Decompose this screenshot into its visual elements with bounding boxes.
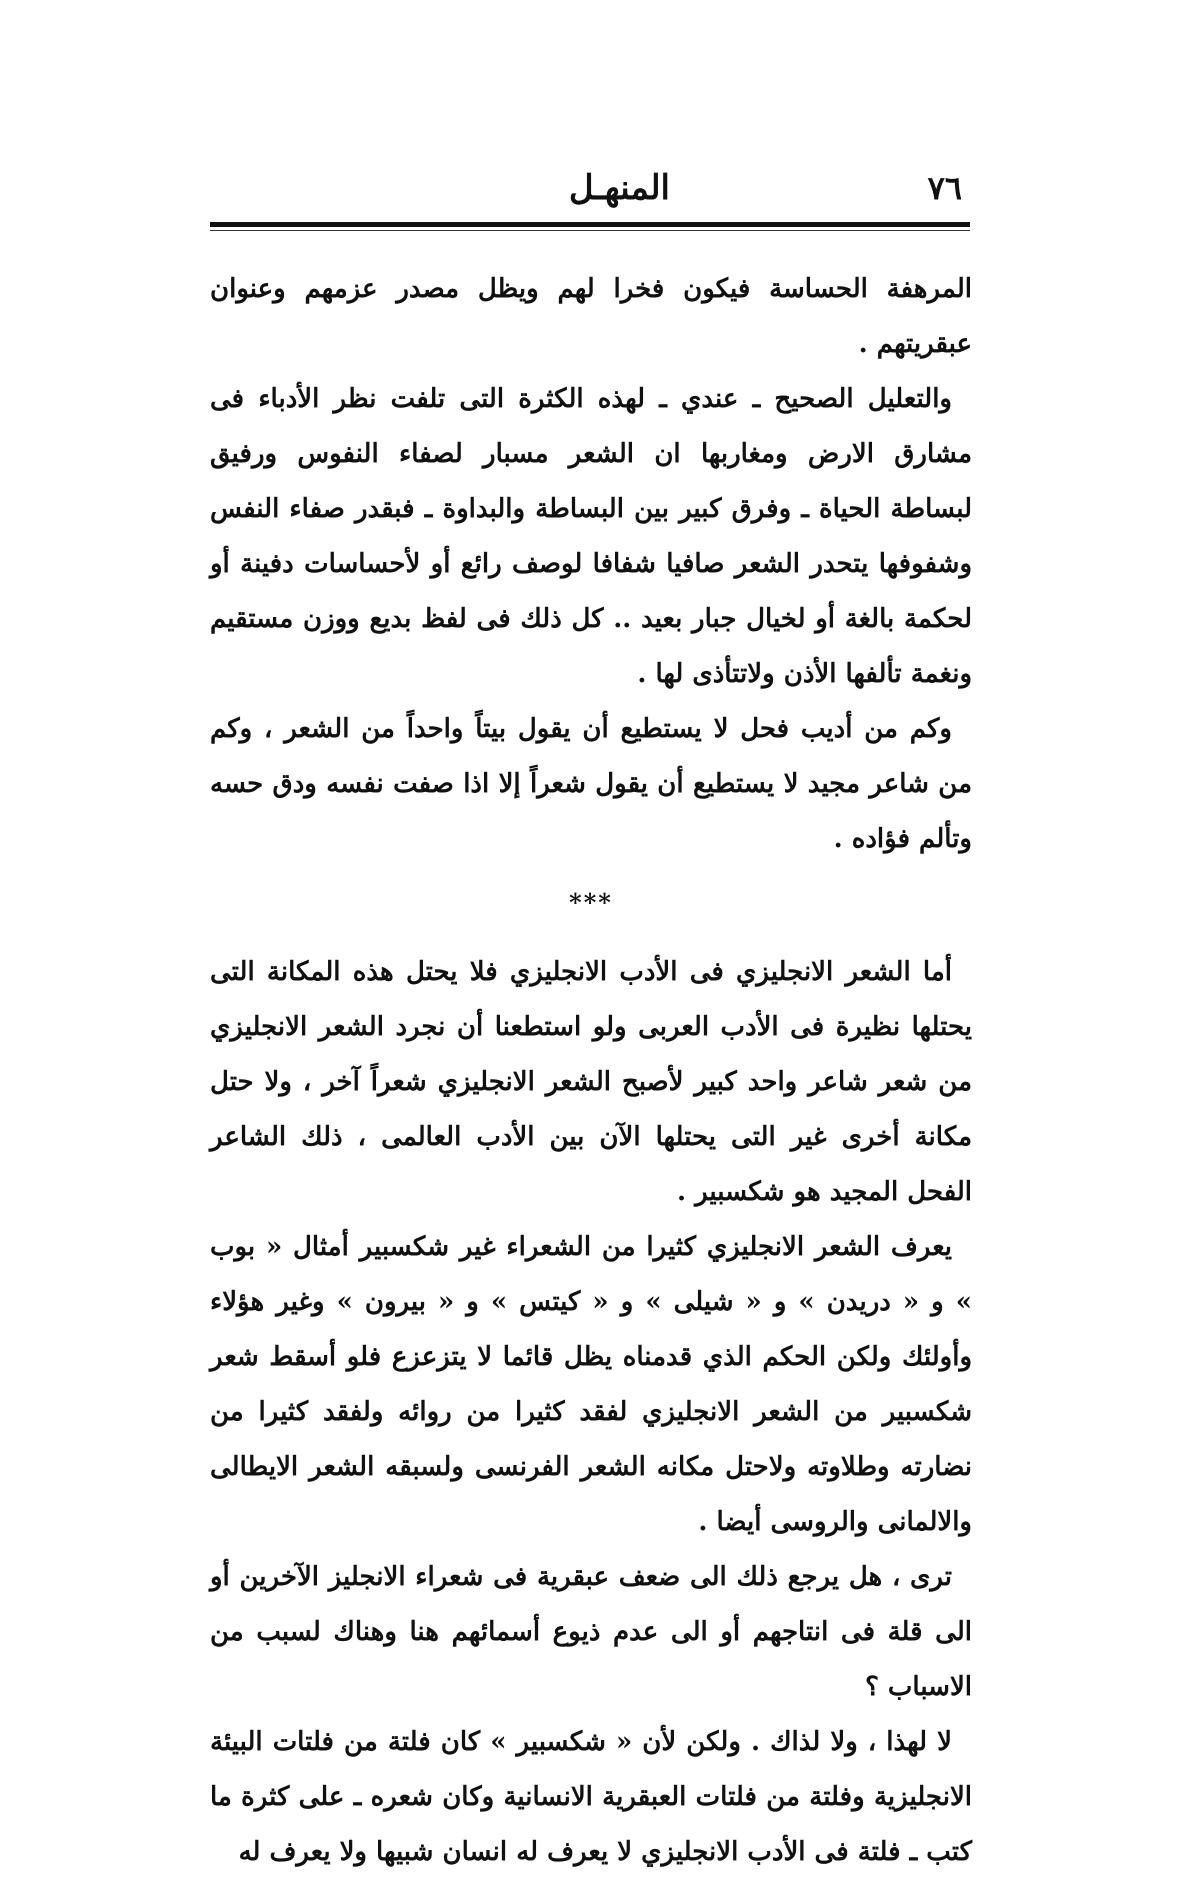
- header-rule: [210, 222, 970, 227]
- paragraph: وكم من أديب فحل لا يستطيع أن يقول بيتاً واحداً من الشعر ، وكم من شاعر مجيد لا يستطيع أن يقول شعراً إلا اذا صفت نفسه ودق حسه وتألم فؤاده .: [210, 714, 972, 854]
- running-title: المنهـل: [568, 168, 670, 208]
- paragraph: ترى ، هل يرجع ذلك الى ضعف عبقرية فى شعراء الانجليز الآخرين أو الى قلة فى انتاجهم أو الى عدم ذيوع أسمائهم هنا وهناك لسبب من الاسباب ؟: [210, 1562, 972, 1702]
- paragraph: أما الشعر الانجليزي فى الأدب الانجليزي فلا يحتل هذه المكانة التى يحتلها نظيرة فى الأدب العربى ولو استطعنا أن نجرد الشعر الانجليزي من شعر شاعر واحد كبير لأصبح الشعر الانجليزي شعراً آخر ، ولا حتل مكانة أخرى غير التى يحتلها الآن بين الأدب العالمى ، ذلك الشاعر الفحل المجيد هو شكسبير .: [210, 957, 972, 1207]
- page-body: [210, 262, 972, 1880]
- paragraph: المرهفة الحساسة فيكون فخرا لهم ويظل مصدر عزمهم وعنوان عبقريتهم .: [210, 274, 972, 359]
- paragraph: والتعليل الصحيح ـ عندي ـ لهذه الكثرة التى تلفت نظر الأدباء فى مشارق الارض ومغاربها ان الشعر مسبار لصفاء النفوس ورفيق لبساطة الحياة ـ وفرق كبير بين البساطة والبداوة ـ فبقدر صفاء النفس وشفوفها يتحدر الشعر صافيا شفافا لوصف رائع أو لأحساسات دفينة أو لحكمة بالغة أو لخيال جبار بعيد .. كل ذلك فى لفظ بديع ووزن مستقيم ونغمة تألفها الأذن ولاتتأذى لها .: [210, 384, 972, 689]
- page-header: [210, 168, 970, 214]
- page-number: ٧٦: [927, 169, 962, 207]
- paragraph: يعرف الشعر الانجليزي كثيرا من الشعراء غير شكسبير أمثال « بوب » و « دريدن » و « شيلى » و « كيتس » و « بيرون » وغير هؤلاء وأولئك ولكن الحكم الذي قدمناه يظل قائما لا يتزعزع فلو أسقط شعر شكسبير من الشعر الانجليزي لفقد كثيرا من روائه ولفقد كثيرا من نضارته وطلاوته ولاحتل مكانه الشعر الفرنسى ولسبقه الشعر الايطالى والالمانى والروسى أيضا .: [210, 1232, 972, 1537]
- paragraph: لا لهذا ، ولا لذاك . ولكن لأن « شكسبير » كان فلتة من فلتات البيئة الانجليزية وفلتة من فلتات العبقرية الانسانية وكان شعره ـ على كثرة ما كتب ـ فلتة فى الأدب الانجليزي لا يعرف له انسان شبيها ولا يعرف له: [210, 1727, 972, 1867]
- header-rule-thin: [210, 230, 970, 231]
- section-separator: ***: [569, 888, 613, 917]
